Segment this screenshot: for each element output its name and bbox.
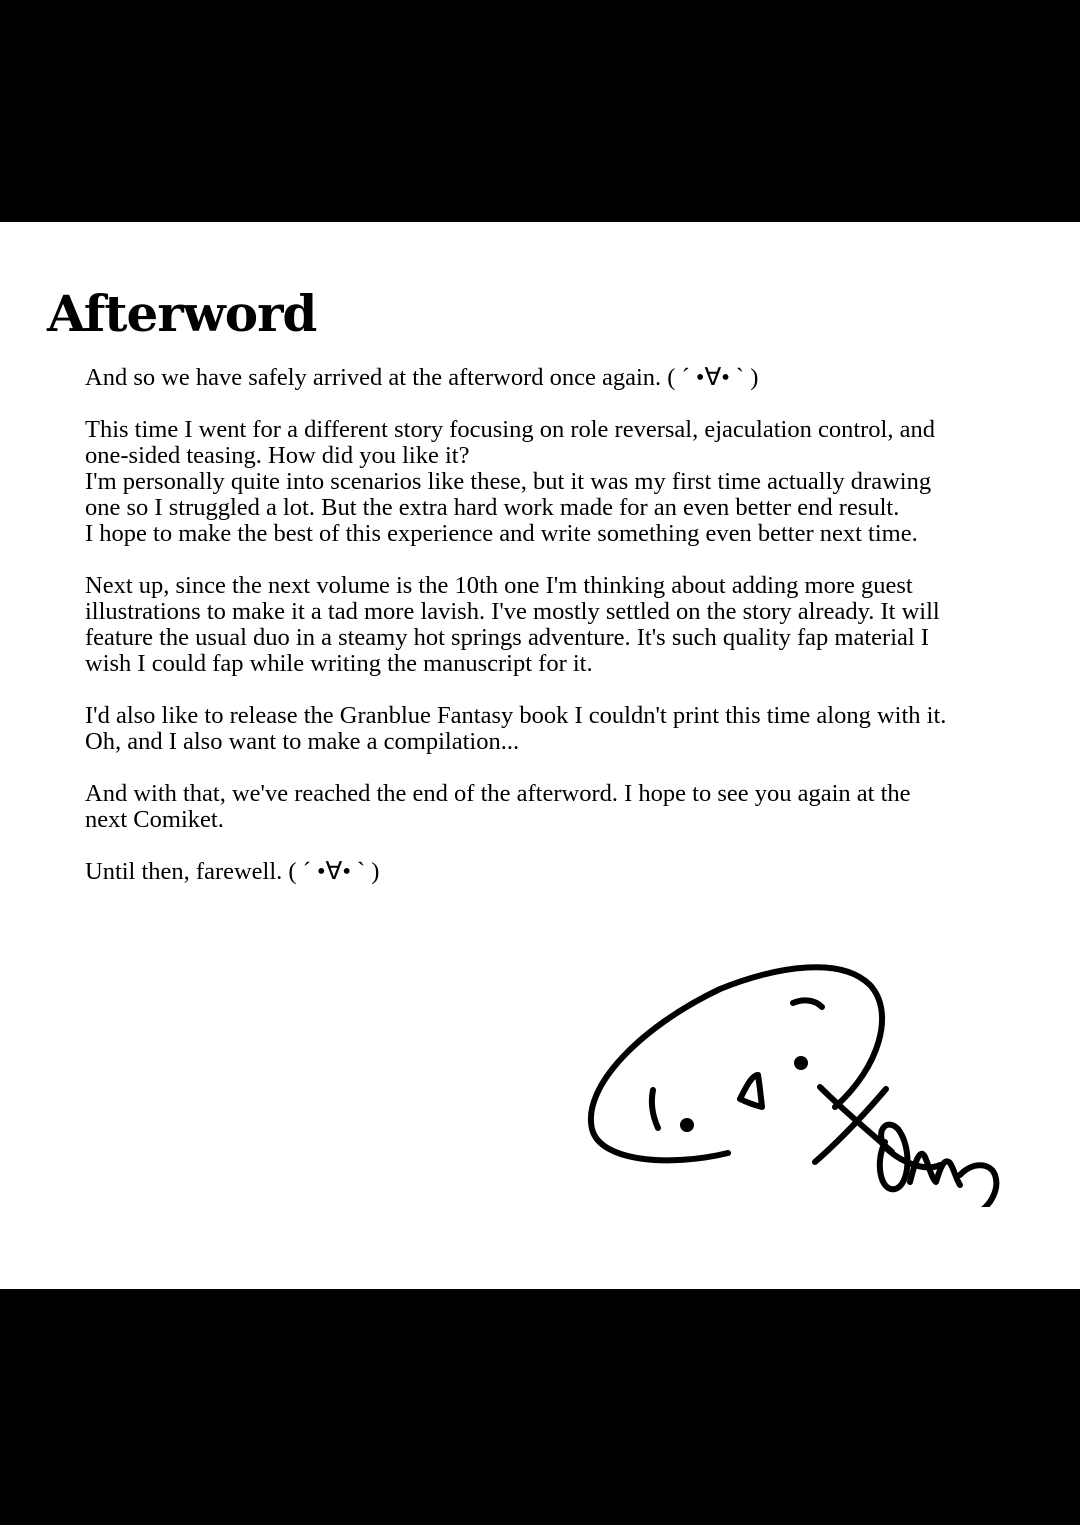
afterword-body — [85, 365, 1020, 911]
page-title: Afterword — [47, 284, 317, 343]
signature-icon — [580, 957, 1030, 1207]
text-line: I'd also like to release the Granblue Fantasy book I couldn't print this time along with it. — [85, 702, 947, 729]
paragraph-1 — [85, 365, 1020, 391]
text-line: I'm personally quite into scenarios like these, but it was my first time actually drawing — [85, 468, 932, 495]
text-line: feature the usual duo in a steamy hot springs adventure. It's such quality fap material I — [85, 624, 929, 651]
top-black-bar — [0, 0, 1080, 222]
text-line: This time I went for a different story focusing on role reversal, ejaculation control, and — [85, 416, 935, 443]
text-line: next Comiket. — [85, 806, 224, 833]
text-line: wish I could fap while writing the manuscript for it. — [85, 650, 593, 677]
text-line: one-sided teasing. How did you like it? — [85, 442, 470, 469]
paragraph-5 — [85, 781, 1020, 833]
paragraph-3 — [85, 573, 1020, 677]
text-line: I hope to make the best of this experience and write something even better next time. — [85, 520, 918, 547]
text-line: one so I struggled a lot. But the extra hard work made for an even better end result. — [85, 494, 900, 521]
text-line: illustrations to make it a tad more lavish. I've mostly settled on the story already. It will — [85, 598, 940, 625]
text-line: Next up, since the next volume is the 10th one I'm thinking about adding more guest — [85, 572, 913, 599]
paragraph-4 — [85, 703, 1020, 755]
paragraph-6 — [85, 859, 1020, 885]
bottom-black-bar — [0, 1289, 1080, 1525]
afterword-page — [0, 222, 1080, 1289]
text-line: And so we have safely arrived at the afterword once again. ( ´ •∀• ` ) — [85, 364, 759, 391]
text-line: Until then, farewell. ( ´ •∀• ` ) — [85, 858, 380, 885]
paragraph-2 — [85, 417, 1020, 547]
text-line: And with that, we've reached the end of the afterword. I hope to see you again at the — [85, 780, 911, 807]
text-line: Oh, and I also want to make a compilation... — [85, 728, 520, 755]
